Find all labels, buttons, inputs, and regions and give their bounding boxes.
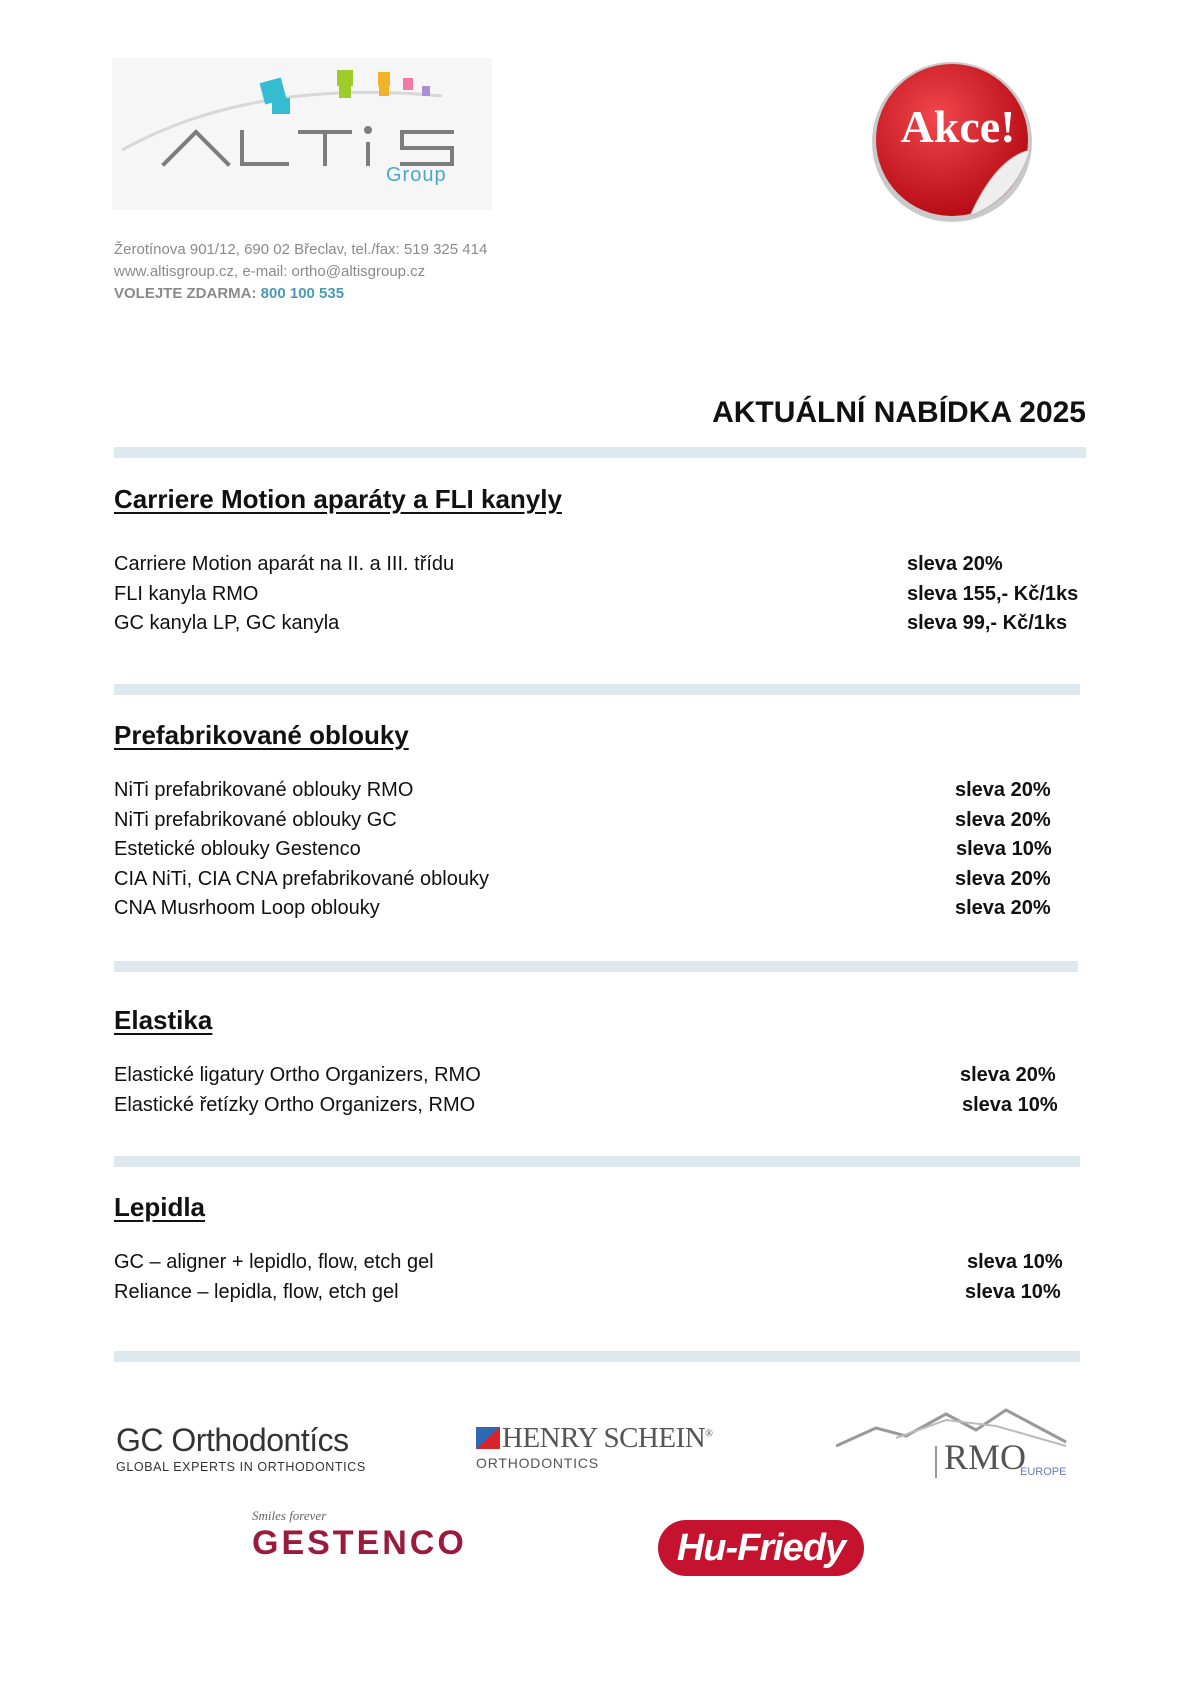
henry-schein-flag-icon (476, 1427, 500, 1449)
divider (114, 684, 1080, 695)
item-name: Reliance – lepidla, flow, etch gel (114, 1281, 399, 1303)
section-heading: Lepidla (114, 1192, 206, 1222)
gc-logo-title: GC Orthodontícs (116, 1422, 349, 1458)
item-discount: sleva 10% (965, 1281, 1061, 1303)
item-name: Elastické ligatury Ortho Organizers, RMO (114, 1064, 481, 1086)
page-title: AKTUÁLNÍ NABÍDKA 2025 (712, 396, 1086, 429)
gestenco-name: GESTENCO (252, 1524, 467, 1562)
item-discount: sleva 10% (967, 1251, 1063, 1273)
item-discount: sleva 20% (960, 1064, 1056, 1086)
item-name: NiTi prefabrikované oblouky GC (114, 809, 397, 831)
item-name: CNA Musrhoom Loop oblouky (114, 897, 380, 919)
item-discount: sleva 10% (962, 1094, 1058, 1116)
hu-friedy-logo (658, 1520, 864, 1576)
section-heading: Elastika (114, 1005, 213, 1035)
henry-schein-logo (476, 1422, 712, 1471)
contact-block (114, 239, 487, 305)
item-discount: sleva 99,- Kč/1ks (907, 612, 1068, 634)
divider (114, 961, 1078, 972)
divider (114, 1351, 1080, 1362)
gc-orthodontics-logo (116, 1422, 366, 1474)
akce-badge-text: Akce! (900, 101, 1016, 152)
contact-address: Žerotínova 901/12, 690 02 Břeclav, tel./fax: 519 325 414 (114, 241, 488, 258)
henry-schein-subtitle: ORTHODONTICS (476, 1455, 599, 1471)
divider (114, 1156, 1080, 1167)
gestenco-logo (252, 1508, 467, 1563)
free-call-line (114, 283, 487, 305)
hu-friedy-name: Hu-Friedy (676, 1527, 846, 1569)
henry-schein-name: HENRY SCHEIN (502, 1422, 706, 1454)
item-discount: sleva 10% (956, 838, 1052, 860)
akce-badge (866, 58, 1042, 230)
henry-schein-title: HENRY SCHEIN® (476, 1422, 712, 1455)
gestenco-tagline: Smiles forever (252, 1508, 327, 1523)
item-discount: sleva 155,- Kč/1ks (907, 583, 1079, 605)
item-name: Estetické oblouky Gestenco (114, 838, 361, 860)
item-discount: sleva 20% (955, 868, 1051, 890)
item-discount: sleva 20% (955, 809, 1051, 831)
free-call-number: 800 100 535 (260, 285, 345, 302)
item-discount: sleva 20% (907, 553, 1003, 575)
divider (114, 447, 1086, 458)
rmo-europe-logo (836, 1406, 1072, 1480)
rmo-subtitle: EUROPE (1020, 1466, 1067, 1478)
altis-logo (112, 58, 492, 210)
item-name: FLI kanyla RMO (114, 583, 259, 605)
section-heading: Carriere Motion aparáty a FLI kanyly (114, 484, 562, 514)
logo-subtitle: Group (386, 164, 447, 186)
item-discount: sleva 20% (955, 779, 1051, 801)
item-name: Carriere Motion aparát na II. a III. třídu (114, 553, 455, 575)
contact-web-email: www.altisgroup.cz, e-mail: ortho@altisgroup.cz (114, 263, 426, 280)
item-name: GC kanyla LP, GC kanyla (114, 612, 340, 634)
item-discount: sleva 20% (955, 897, 1051, 919)
item-name: Elastické řetízky Ortho Organizers, RMO (114, 1094, 476, 1116)
item-name: NiTi prefabrikované oblouky RMO (114, 779, 414, 801)
gc-logo-subtitle: GLOBAL EXPERTS IN ORTHODONTICS (116, 1460, 366, 1474)
item-name: GC – aligner + lepidlo, flow, etch gel (114, 1251, 434, 1273)
free-call-label: VOLEJTE ZDARMA: (114, 285, 257, 302)
item-name: CIA NiTi, CIA CNA prefabrikované oblouky (114, 868, 489, 890)
rmo-text: RMO (944, 1437, 1027, 1477)
section-heading: Prefabrikované oblouky (114, 720, 409, 750)
